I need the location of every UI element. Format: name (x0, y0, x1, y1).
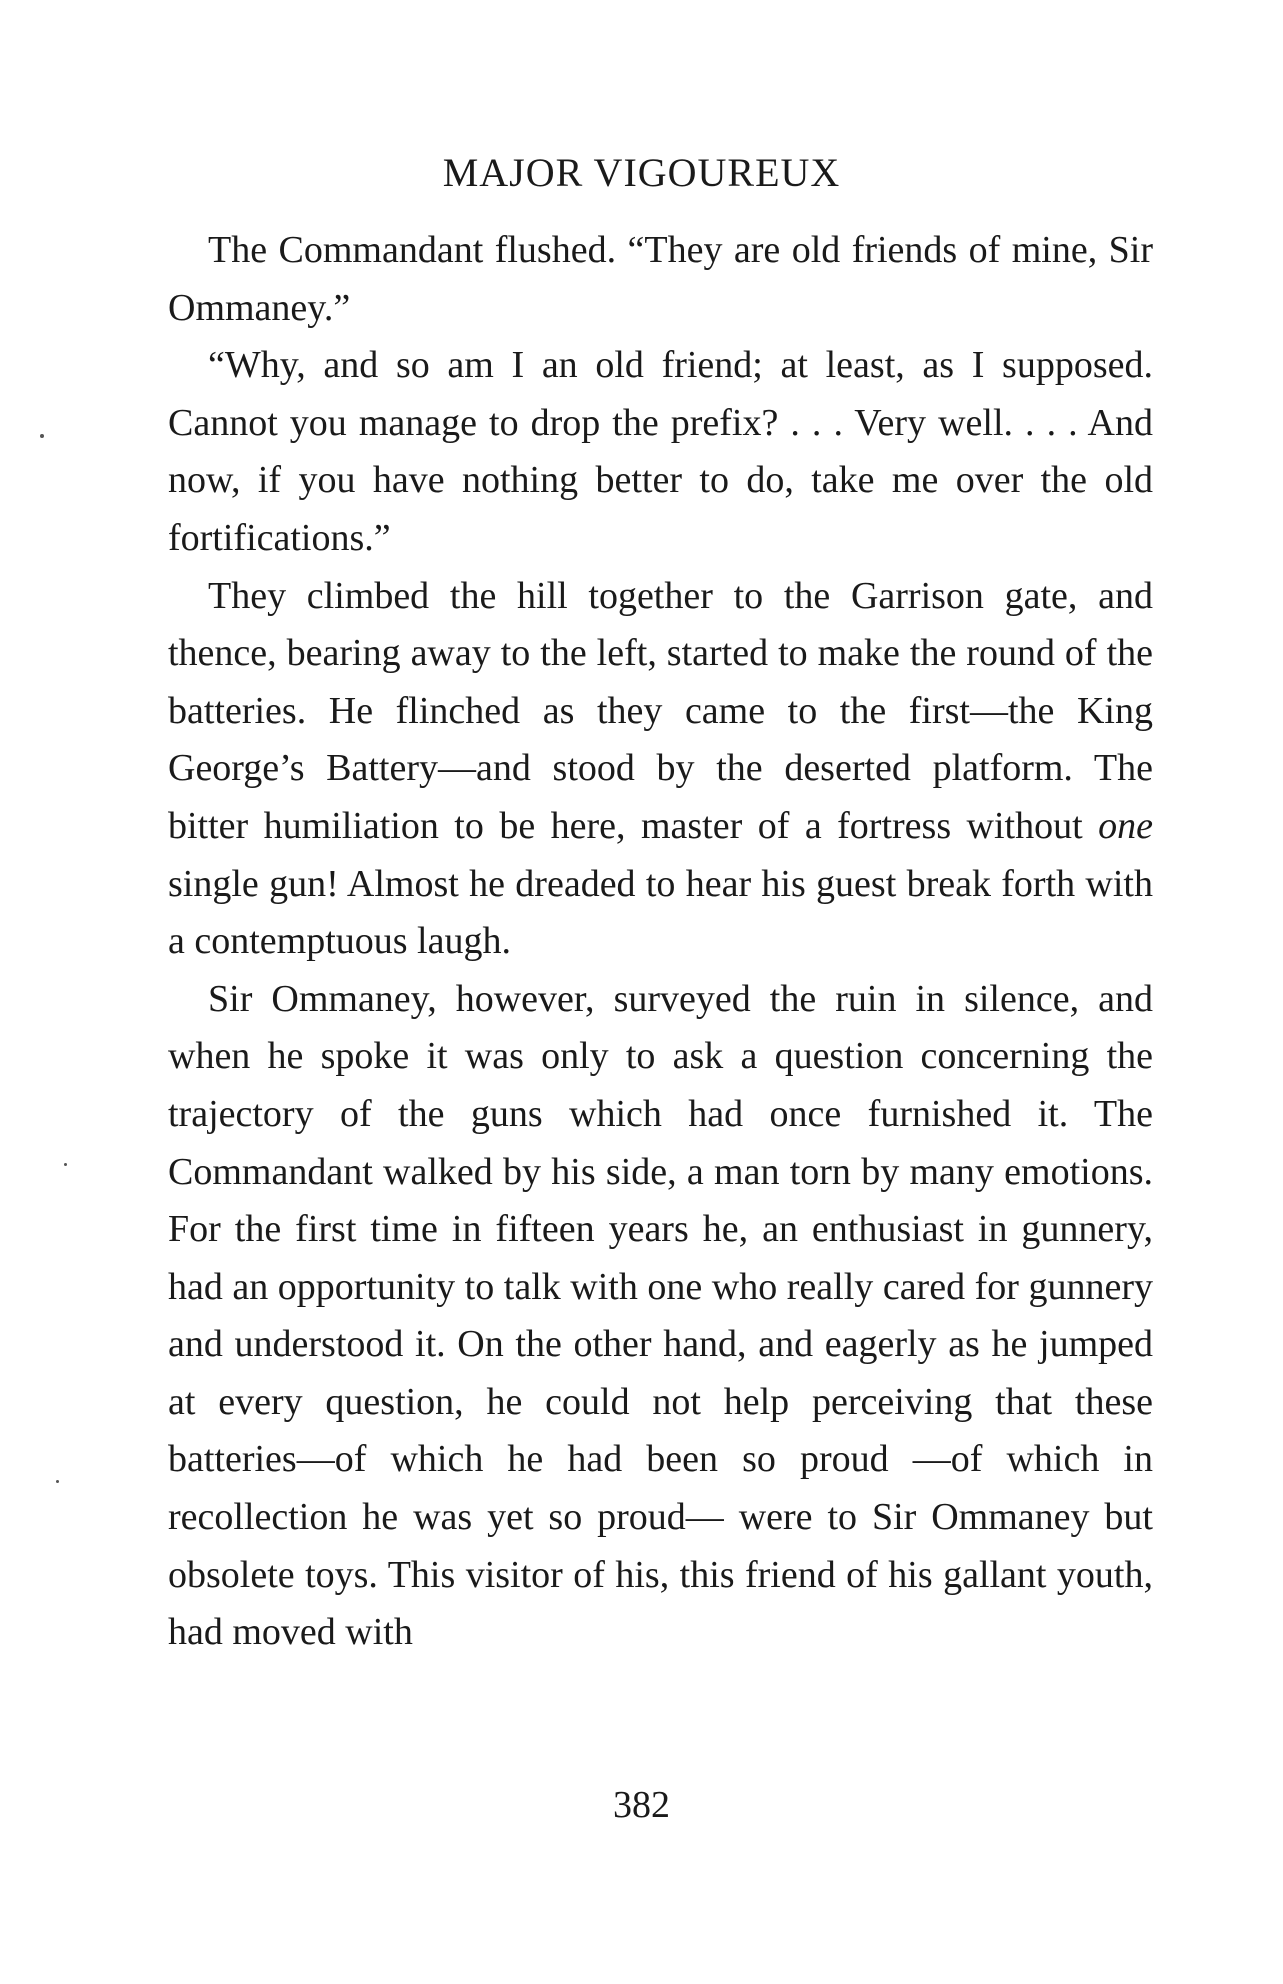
paragraph-4: Sir Ommaney, however, surveyed the ruin in silence, and when he spoke it was only to ask a question concerning the trajectory of the guns which had once furnished it. The Commandant walked by his side, a man torn by many emotions. For the first time in fifteen years he, an enthusiast in gunnery, had an opportunity to talk with one who really cared for gunnery and understood it. On the other hand, and eagerly as he jumped at every question, he could not help perceiving that these batteries—of which he had been so proud —of which in recollection he was yet so proud— were to Sir Ommaney but obsolete toys. This visitor of his, this friend of his gallant youth, had moved with (168, 977, 1153, 1654)
paragraph-1: The Commandant flushed. “They are old friends of mine, Sir Ommaney.” (168, 229, 1153, 329)
paragraph-3 (168, 568, 1153, 971)
paragraph-3-text-a: They climbed the hill together to the Garrison gate, and thence, bearing away to the left, started to make the round of the batteries. He flinched as they came to the first—the King George’s Battery—and stood by the deserted platform. The bitter humiliation to be here, master of a fortress without (168, 574, 1153, 847)
body-text (168, 222, 1153, 1662)
scan-speck (64, 1163, 67, 1166)
scan-speck (56, 1480, 59, 1483)
paragraph-3-emphasis: one (1098, 804, 1153, 847)
running-head: MAJOR VIGOUREUX (442, 150, 841, 195)
paragraph-3-text-b: single gun! Almost he dreaded to hear his guest break forth with a contemptuous laugh. (168, 862, 1153, 963)
page-number: 382 (613, 1784, 670, 1826)
paragraph-2: “Why, and so am I an old friend; at least, as I supposed. Cannot you manage to drop the prefix? . . . Very well. . . . And now, if you have nothing better to do, take me over the old fortifications.” (168, 344, 1153, 559)
scan-speck (40, 434, 44, 438)
